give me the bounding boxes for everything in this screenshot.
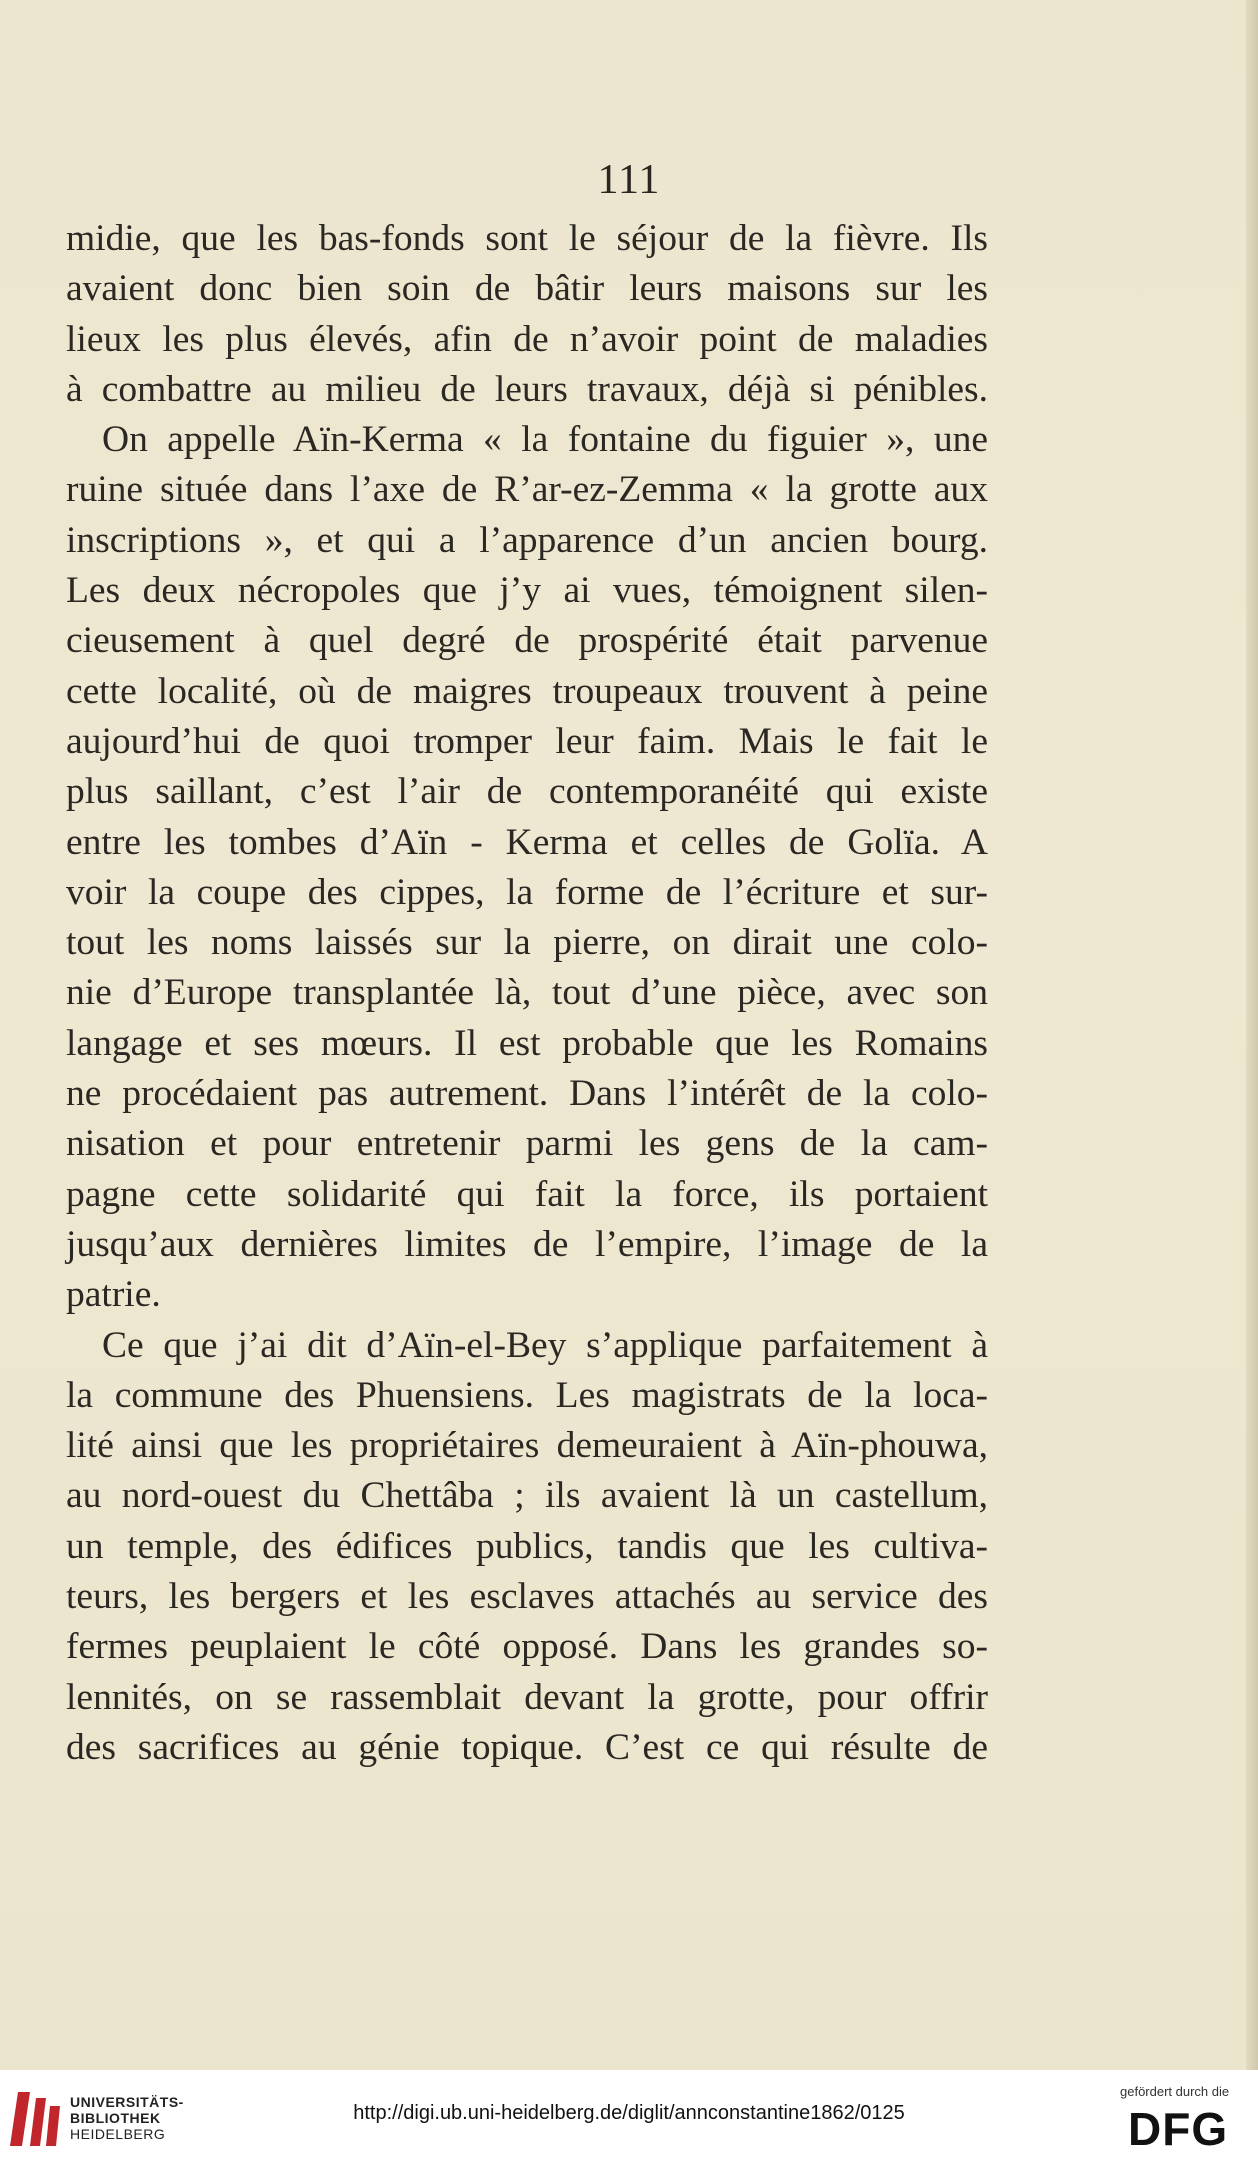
text-line: au nord-ouest du Chettâba ; ils avaient là un castellum, — [66, 1475, 988, 1517]
paragraph — [66, 214, 988, 415]
page-edge — [1246, 0, 1258, 2070]
text-line: ne procédaient pas autrement. Dans l’intérêt de la colo- — [66, 1073, 988, 1115]
text-line: langage et ses mœurs. Il est probable que les Romains — [66, 1022, 988, 1064]
page-number: 111 — [597, 157, 661, 203]
text-line: Les deux nécropoles que j’y ai vues, témoignent silen- — [66, 570, 988, 612]
paragraph — [66, 415, 988, 1320]
dfg-logo: DFG — [1128, 2103, 1229, 2155]
body-text — [66, 214, 988, 1773]
text-line: voir la coupe des cippes, la forme de l’écriture et sur- — [66, 871, 988, 913]
text-line: lieux les plus élevés, afin de n’avoir point de maladies — [66, 318, 988, 360]
text-line: la commune des Phuensiens. Les magistrats de la loca- — [66, 1374, 988, 1416]
text-line: cieusement à quel degré de prospérité était parvenue — [66, 620, 988, 662]
text-line: patrie. — [66, 1274, 161, 1316]
text-line: aujourd’hui de quoi tromper leur faim. Mais le fait le — [66, 720, 988, 762]
text-line: Ce que j’ai dit d’Aïn-el-Bey s’applique parfaitement à — [102, 1324, 988, 1366]
text-line: des sacrifices au génie topique. C’est ce qui résulte de — [66, 1726, 988, 1768]
text-line: inscriptions », et qui a l’apparence d’un ancien bourg. — [66, 519, 988, 561]
text-line: nie d’Europe transplantée là, tout d’une pièce, avec son — [66, 972, 988, 1014]
text-line: entre les tombes d’Aïn - Kerma et celles de Golïa. A — [66, 821, 988, 863]
institution-line: UNIVERSITÄTS- — [70, 2094, 184, 2110]
text-line: avaient donc bien soin de bâtir leurs maisons sur les — [66, 268, 988, 310]
text-line: plus saillant, c’est l’air de contemporanéité qui existe — [66, 771, 988, 813]
text-line: lennités, on se rassemblait devant la grotte, pour offrir — [66, 1676, 988, 1718]
permalink-url[interactable]: http://digi.ub.uni-heidelberg.de/diglit/annconstantine1862/0125 — [353, 2102, 905, 2124]
text-line: lité ainsi que les propriétaires demeuraient à Aïn-phouwa, — [66, 1425, 988, 1467]
text-line: midie, que les bas-fonds sont le séjour de la fièvre. Ils — [66, 218, 988, 259]
text-line: tout les noms laissés sur la pierre, on dirait une colo- — [66, 922, 988, 964]
institution-line: BIBLIOTHEK — [70, 2110, 161, 2126]
text-line: cette localité, où de maigres troupeaux trouvent à peine — [66, 670, 988, 712]
text-line: fermes peuplaient le côté opposé. Dans les grandes so- — [66, 1626, 988, 1668]
text-line: nisation et pour entretenir parmi les gens de la cam- — [66, 1123, 988, 1165]
text-line: ruine située dans l’axe de R’ar-ez-Zemma « la grotte aux — [66, 469, 988, 511]
funded-by-caption: gefördert durch die — [1120, 2084, 1230, 2099]
text-line: On appelle Aïn-Kerma « la fontaine du figuier », une — [102, 419, 988, 461]
text-line: pagne cette solidarité qui fait la force, ils portaient — [66, 1173, 988, 1215]
text-line: un temple, des édifices publics, tandis que les cultiva- — [66, 1525, 988, 1567]
text-line: teurs, les bergers et les esclaves attachés au service des — [66, 1576, 988, 1618]
paragraph — [66, 1321, 988, 1774]
text-line: à combattre au milieu de leurs travaux, déjà si pénibles. — [66, 368, 988, 410]
institution-line: HEIDELBERG — [70, 2126, 166, 2142]
text-line: jusqu’aux dernières limites de l’empire, l’image de la — [66, 1223, 988, 1265]
